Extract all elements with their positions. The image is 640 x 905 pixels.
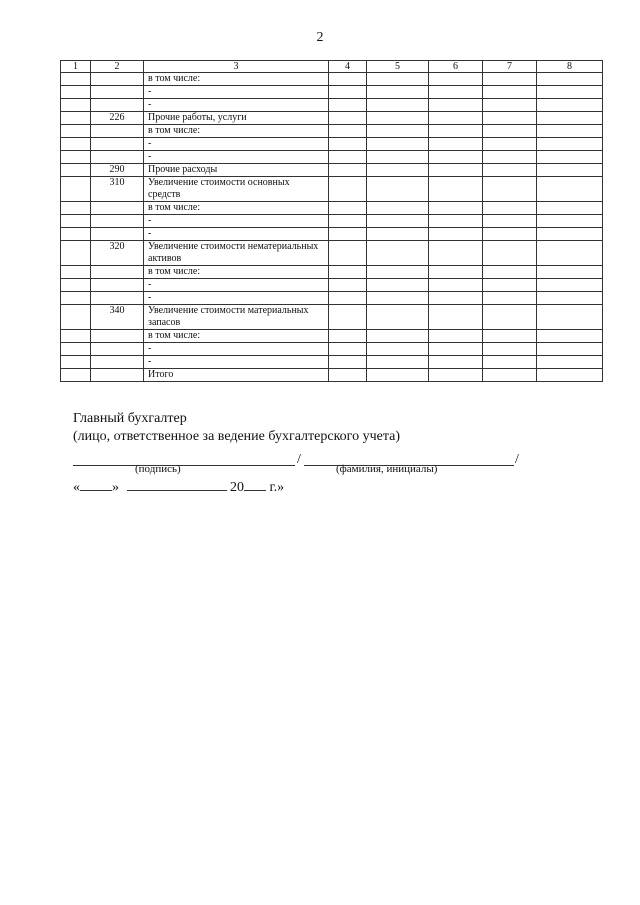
table-row bbox=[61, 330, 603, 343]
table-cell bbox=[429, 305, 483, 330]
table-cell bbox=[537, 73, 603, 86]
table-row bbox=[61, 228, 603, 241]
signature-subtitle: (лицо, ответственное за ведение бухгалтерского учета) bbox=[73, 429, 400, 444]
table-cell bbox=[429, 228, 483, 241]
table-row bbox=[61, 279, 603, 292]
table-row bbox=[61, 202, 603, 215]
table-cell bbox=[537, 164, 603, 177]
table-row bbox=[61, 73, 603, 86]
row-code-cell bbox=[91, 215, 144, 228]
table-cell bbox=[329, 151, 367, 164]
table-cell bbox=[537, 330, 603, 343]
table-cell bbox=[483, 202, 537, 215]
year-prefix: 20 bbox=[230, 480, 244, 495]
table-cell bbox=[429, 343, 483, 356]
table-cell bbox=[367, 305, 429, 330]
table-cell bbox=[483, 292, 537, 305]
table-cell bbox=[483, 266, 537, 279]
table-row bbox=[61, 151, 603, 164]
row-code-cell bbox=[91, 228, 144, 241]
row-label-cell: в том числе: bbox=[144, 330, 329, 343]
row-label-cell: - bbox=[144, 292, 329, 305]
table-cell bbox=[537, 292, 603, 305]
table-cell bbox=[483, 112, 537, 125]
table-cell bbox=[429, 292, 483, 305]
table-cell bbox=[367, 228, 429, 241]
table-cell bbox=[367, 369, 429, 382]
page-number: 2 bbox=[316, 30, 324, 45]
row-code-cell bbox=[91, 138, 144, 151]
table-cell bbox=[367, 215, 429, 228]
table-cell bbox=[367, 164, 429, 177]
signature-title: Главный бухгалтер bbox=[73, 411, 187, 426]
date-open-quote: « bbox=[73, 480, 80, 495]
table-cell bbox=[61, 305, 91, 330]
table-cell bbox=[429, 215, 483, 228]
row-code-cell bbox=[91, 86, 144, 99]
row-label-cell: - bbox=[144, 86, 329, 99]
table-cell bbox=[483, 177, 537, 202]
table-cell bbox=[483, 279, 537, 292]
column-header-1: 1 bbox=[61, 61, 91, 73]
table-cell bbox=[367, 138, 429, 151]
table-cell bbox=[61, 177, 91, 202]
table-cell bbox=[329, 112, 367, 125]
table-cell bbox=[429, 241, 483, 266]
table-row bbox=[61, 164, 603, 177]
table-cell bbox=[537, 215, 603, 228]
table-cell bbox=[329, 125, 367, 138]
table-row bbox=[61, 241, 603, 266]
table-row bbox=[61, 86, 603, 99]
table-cell bbox=[61, 356, 91, 369]
column-header-3: 3 bbox=[144, 61, 329, 73]
table-cell bbox=[483, 356, 537, 369]
table-cell bbox=[329, 99, 367, 112]
row-label-cell: - bbox=[144, 279, 329, 292]
table-cell bbox=[61, 215, 91, 228]
table-cell bbox=[483, 164, 537, 177]
signature-separator: / bbox=[297, 452, 301, 467]
table-cell bbox=[429, 99, 483, 112]
table-cell bbox=[61, 279, 91, 292]
row-label-cell: - bbox=[144, 99, 329, 112]
table-cell bbox=[61, 330, 91, 343]
table-cell bbox=[329, 369, 367, 382]
row-code-cell bbox=[91, 330, 144, 343]
row-code-cell bbox=[91, 202, 144, 215]
table-cell bbox=[483, 125, 537, 138]
table-cell bbox=[329, 228, 367, 241]
year-suffix: г.» bbox=[269, 480, 285, 495]
column-header-8: 8 bbox=[537, 61, 603, 73]
table-cell bbox=[367, 202, 429, 215]
table-cell bbox=[329, 343, 367, 356]
table-cell bbox=[61, 99, 91, 112]
date-row bbox=[73, 480, 284, 496]
column-header-5: 5 bbox=[367, 61, 429, 73]
table-cell bbox=[367, 279, 429, 292]
table-cell bbox=[537, 138, 603, 151]
table-cell bbox=[61, 86, 91, 99]
table-cell bbox=[537, 228, 603, 241]
row-label-cell: Итого bbox=[144, 369, 329, 382]
table-cell bbox=[367, 356, 429, 369]
row-label-cell: в том числе: bbox=[144, 266, 329, 279]
table-cell bbox=[537, 266, 603, 279]
row-label-cell: Увеличение стоимости основных средств bbox=[144, 177, 329, 202]
table-cell bbox=[367, 151, 429, 164]
table-cell bbox=[61, 138, 91, 151]
name-caption: (фамилия, инициалы) bbox=[336, 463, 438, 475]
table-row bbox=[61, 138, 603, 151]
table-cell bbox=[483, 343, 537, 356]
table-row bbox=[61, 356, 603, 369]
row-label-cell: Увеличение стоимости материальных запасов bbox=[144, 305, 329, 330]
table-cell bbox=[329, 292, 367, 305]
table-cell bbox=[429, 86, 483, 99]
table-cell bbox=[61, 241, 91, 266]
table-cell bbox=[537, 343, 603, 356]
table-cell bbox=[367, 125, 429, 138]
table-cell bbox=[61, 343, 91, 356]
row-label-cell: Прочие расходы bbox=[144, 164, 329, 177]
table-row bbox=[61, 99, 603, 112]
column-header-4: 4 bbox=[329, 61, 367, 73]
table-cell bbox=[483, 151, 537, 164]
table-cell bbox=[367, 241, 429, 266]
table-cell bbox=[483, 215, 537, 228]
row-label-cell: Прочие работы, услуги bbox=[144, 112, 329, 125]
table-cell bbox=[61, 228, 91, 241]
table-cell bbox=[537, 305, 603, 330]
table-cell bbox=[429, 177, 483, 202]
table-cell bbox=[483, 369, 537, 382]
table-cell bbox=[537, 177, 603, 202]
table-cell bbox=[367, 343, 429, 356]
table-cell bbox=[483, 305, 537, 330]
table-row bbox=[61, 369, 603, 382]
table-cell bbox=[537, 202, 603, 215]
table-cell bbox=[429, 138, 483, 151]
row-code-cell bbox=[91, 292, 144, 305]
table-cell bbox=[329, 330, 367, 343]
row-label-cell: - bbox=[144, 138, 329, 151]
row-label-cell: в том числе: bbox=[144, 125, 329, 138]
month-field[interactable] bbox=[127, 480, 227, 491]
row-label-cell: - bbox=[144, 228, 329, 241]
row-label-cell: - bbox=[144, 215, 329, 228]
row-code-cell bbox=[91, 266, 144, 279]
table-cell bbox=[483, 330, 537, 343]
row-code-cell bbox=[91, 356, 144, 369]
table-body bbox=[61, 73, 603, 382]
table-cell bbox=[61, 292, 91, 305]
table-cell bbox=[429, 164, 483, 177]
table-row bbox=[61, 292, 603, 305]
table-cell bbox=[537, 279, 603, 292]
table-cell bbox=[367, 86, 429, 99]
table-cell bbox=[429, 279, 483, 292]
table-cell bbox=[429, 151, 483, 164]
table-row bbox=[61, 177, 603, 202]
table-cell bbox=[329, 86, 367, 99]
table-cell bbox=[429, 266, 483, 279]
row-label-cell: - bbox=[144, 151, 329, 164]
table-cell bbox=[429, 330, 483, 343]
table-row bbox=[61, 305, 603, 330]
table-cell bbox=[429, 125, 483, 138]
year-field[interactable] bbox=[244, 480, 266, 491]
date-close-quote: » bbox=[112, 480, 119, 495]
row-code-cell bbox=[91, 151, 144, 164]
table-cell bbox=[429, 369, 483, 382]
signature-caption: (подпись) bbox=[135, 463, 181, 475]
budget-table bbox=[60, 60, 603, 382]
table-cell bbox=[329, 177, 367, 202]
row-code-cell: 340 bbox=[91, 305, 144, 330]
table-cell bbox=[367, 177, 429, 202]
table-cell bbox=[61, 164, 91, 177]
table-cell bbox=[329, 266, 367, 279]
row-code-cell: 226 bbox=[91, 112, 144, 125]
row-code-cell bbox=[91, 369, 144, 382]
table-cell bbox=[429, 356, 483, 369]
table-cell bbox=[429, 202, 483, 215]
table-cell bbox=[367, 112, 429, 125]
row-code-cell bbox=[91, 125, 144, 138]
table-cell bbox=[537, 86, 603, 99]
table-cell bbox=[367, 73, 429, 86]
row-code-cell bbox=[91, 73, 144, 86]
table-cell bbox=[429, 73, 483, 86]
table-cell bbox=[537, 241, 603, 266]
row-code-cell bbox=[91, 279, 144, 292]
table-cell bbox=[367, 99, 429, 112]
table-cell bbox=[329, 356, 367, 369]
table-cell bbox=[537, 125, 603, 138]
row-label-cell: - bbox=[144, 356, 329, 369]
table-cell bbox=[537, 112, 603, 125]
column-header-6: 6 bbox=[429, 61, 483, 73]
table-cell bbox=[61, 369, 91, 382]
table-cell bbox=[61, 73, 91, 86]
table-row bbox=[61, 266, 603, 279]
row-label-cell: в том числе: bbox=[144, 73, 329, 86]
row-code-cell bbox=[91, 99, 144, 112]
table-cell bbox=[483, 73, 537, 86]
table-row bbox=[61, 343, 603, 356]
table-cell bbox=[61, 112, 91, 125]
signature-block bbox=[73, 410, 553, 470]
row-label-cell: - bbox=[144, 343, 329, 356]
table-row bbox=[61, 112, 603, 125]
table-cell bbox=[537, 99, 603, 112]
table-cell bbox=[329, 305, 367, 330]
table-cell bbox=[61, 125, 91, 138]
table-cell bbox=[61, 202, 91, 215]
table-cell bbox=[367, 292, 429, 305]
table-cell bbox=[329, 73, 367, 86]
row-label-cell: в том числе: bbox=[144, 202, 329, 215]
table-row bbox=[61, 215, 603, 228]
table-cell bbox=[329, 279, 367, 292]
table-cell bbox=[61, 151, 91, 164]
table-cell bbox=[367, 266, 429, 279]
signature-separator-end: / bbox=[515, 452, 519, 467]
table-cell bbox=[483, 228, 537, 241]
row-label-cell: Увеличение стоимости нематериальных активов bbox=[144, 241, 329, 266]
table-cell bbox=[329, 215, 367, 228]
table-cell bbox=[483, 138, 537, 151]
table-cell bbox=[329, 202, 367, 215]
table-cell bbox=[329, 241, 367, 266]
table-header-row bbox=[61, 61, 603, 73]
table-cell bbox=[367, 330, 429, 343]
column-header-7: 7 bbox=[483, 61, 537, 73]
table-cell bbox=[429, 112, 483, 125]
table-cell bbox=[483, 241, 537, 266]
row-code-cell bbox=[91, 343, 144, 356]
day-field[interactable] bbox=[80, 480, 112, 491]
table-cell bbox=[483, 99, 537, 112]
table-cell bbox=[329, 138, 367, 151]
signature-field-line[interactable] bbox=[73, 465, 295, 466]
table-cell bbox=[537, 356, 603, 369]
row-code-cell: 290 bbox=[91, 164, 144, 177]
table-cell bbox=[329, 164, 367, 177]
column-header-2: 2 bbox=[91, 61, 144, 73]
table-cell bbox=[537, 151, 603, 164]
table-cell bbox=[483, 86, 537, 99]
row-code-cell: 310 bbox=[91, 177, 144, 202]
table-cell bbox=[61, 266, 91, 279]
table-row bbox=[61, 125, 603, 138]
table-cell bbox=[537, 369, 603, 382]
row-code-cell: 320 bbox=[91, 241, 144, 266]
